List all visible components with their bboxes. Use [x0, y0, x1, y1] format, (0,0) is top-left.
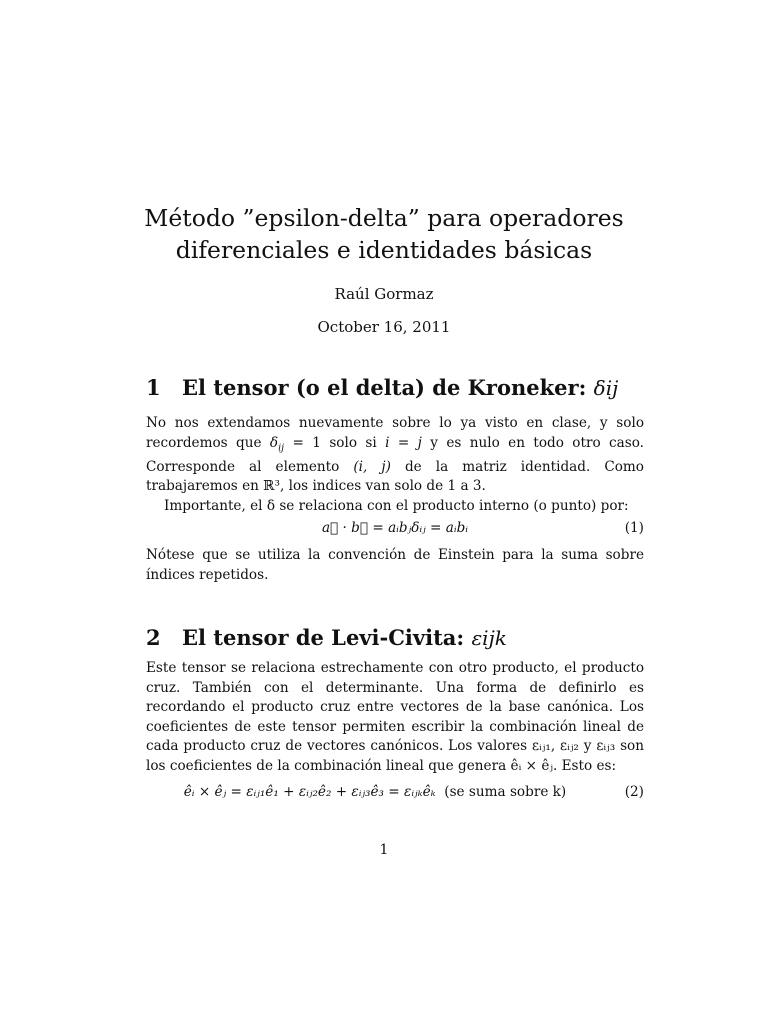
- equation-expression: êᵢ × êⱼ = εᵢⱼ₁ê₁ + εᵢⱼ₂ê₂ + εᵢⱼ₃ê₃ = εᵢⱼₖêₖ: [183, 784, 436, 800]
- equation-note: (se suma sobre k): [444, 784, 567, 800]
- section-number: 1: [146, 375, 161, 400]
- section-1-closing: [146, 546, 644, 585]
- equation-label: (1): [624, 520, 644, 536]
- section-2-body: [146, 659, 644, 776]
- section-1-body: [146, 414, 644, 516]
- equation-expression: a⃗ · b⃗ = aᵢbⱼδᵢⱼ = aᵢbᵢ: [321, 520, 469, 536]
- section-symbol: δij: [593, 376, 619, 400]
- paragraph: Nótese que se utiliza la convención de Einstein para la suma sobre índices repetidos.: [146, 547, 644, 583]
- equation-label: (2): [624, 784, 644, 800]
- section-number: 2: [146, 625, 161, 650]
- equation-2: [146, 784, 644, 800]
- section-2-heading: [146, 625, 507, 650]
- section-title: El tensor de Levi-Civita:: [182, 625, 465, 650]
- paragraph: No nos extendamos nuevamente sobre lo ya visto en clase, y solo recordemos que $\delta_{ij} = 1$ solo si i = j y es nulo en todo otro caso. Corresponde al elemento (i, j) de la matriz identidad. Como trabajaremos en ℝ³, los indices van solo de 1 a 3.: [146, 415, 644, 495]
- paragraph: Importante, el δ se relaciona con el producto interno (o punto) por:: [164, 497, 629, 514]
- section-symbol: εijk: [471, 626, 507, 650]
- title-line-2: diferenciales e identidades básicas: [175, 236, 593, 264]
- paper-title: [0, 202, 768, 266]
- page-number: 1: [379, 842, 389, 858]
- author: Raúl Gormaz: [334, 285, 434, 303]
- section-1-heading: [146, 375, 618, 400]
- date: October 16, 2011: [317, 318, 451, 336]
- equation-1: [146, 520, 644, 536]
- paragraph: Este tensor se relaciona estrechamente con otro producto, el producto cruz. También con el determinante. Una forma de definirlo es recordando el producto cruz entre vectores de la base canónica. Los coeficientes de este tensor permiten escribir la combinación lineal de cada producto cruz de vectores canónicos. Los valores εᵢⱼ₁, εᵢⱼ₂ y εᵢⱼ₃ son los coeficientes de la combinación lineal que genera êᵢ × êⱼ. Esto es:: [146, 660, 644, 774]
- title-line-1: Método ”epsilon-delta” para operadores: [144, 204, 624, 232]
- section-title: El tensor (o el delta) de Kroneker:: [182, 375, 587, 400]
